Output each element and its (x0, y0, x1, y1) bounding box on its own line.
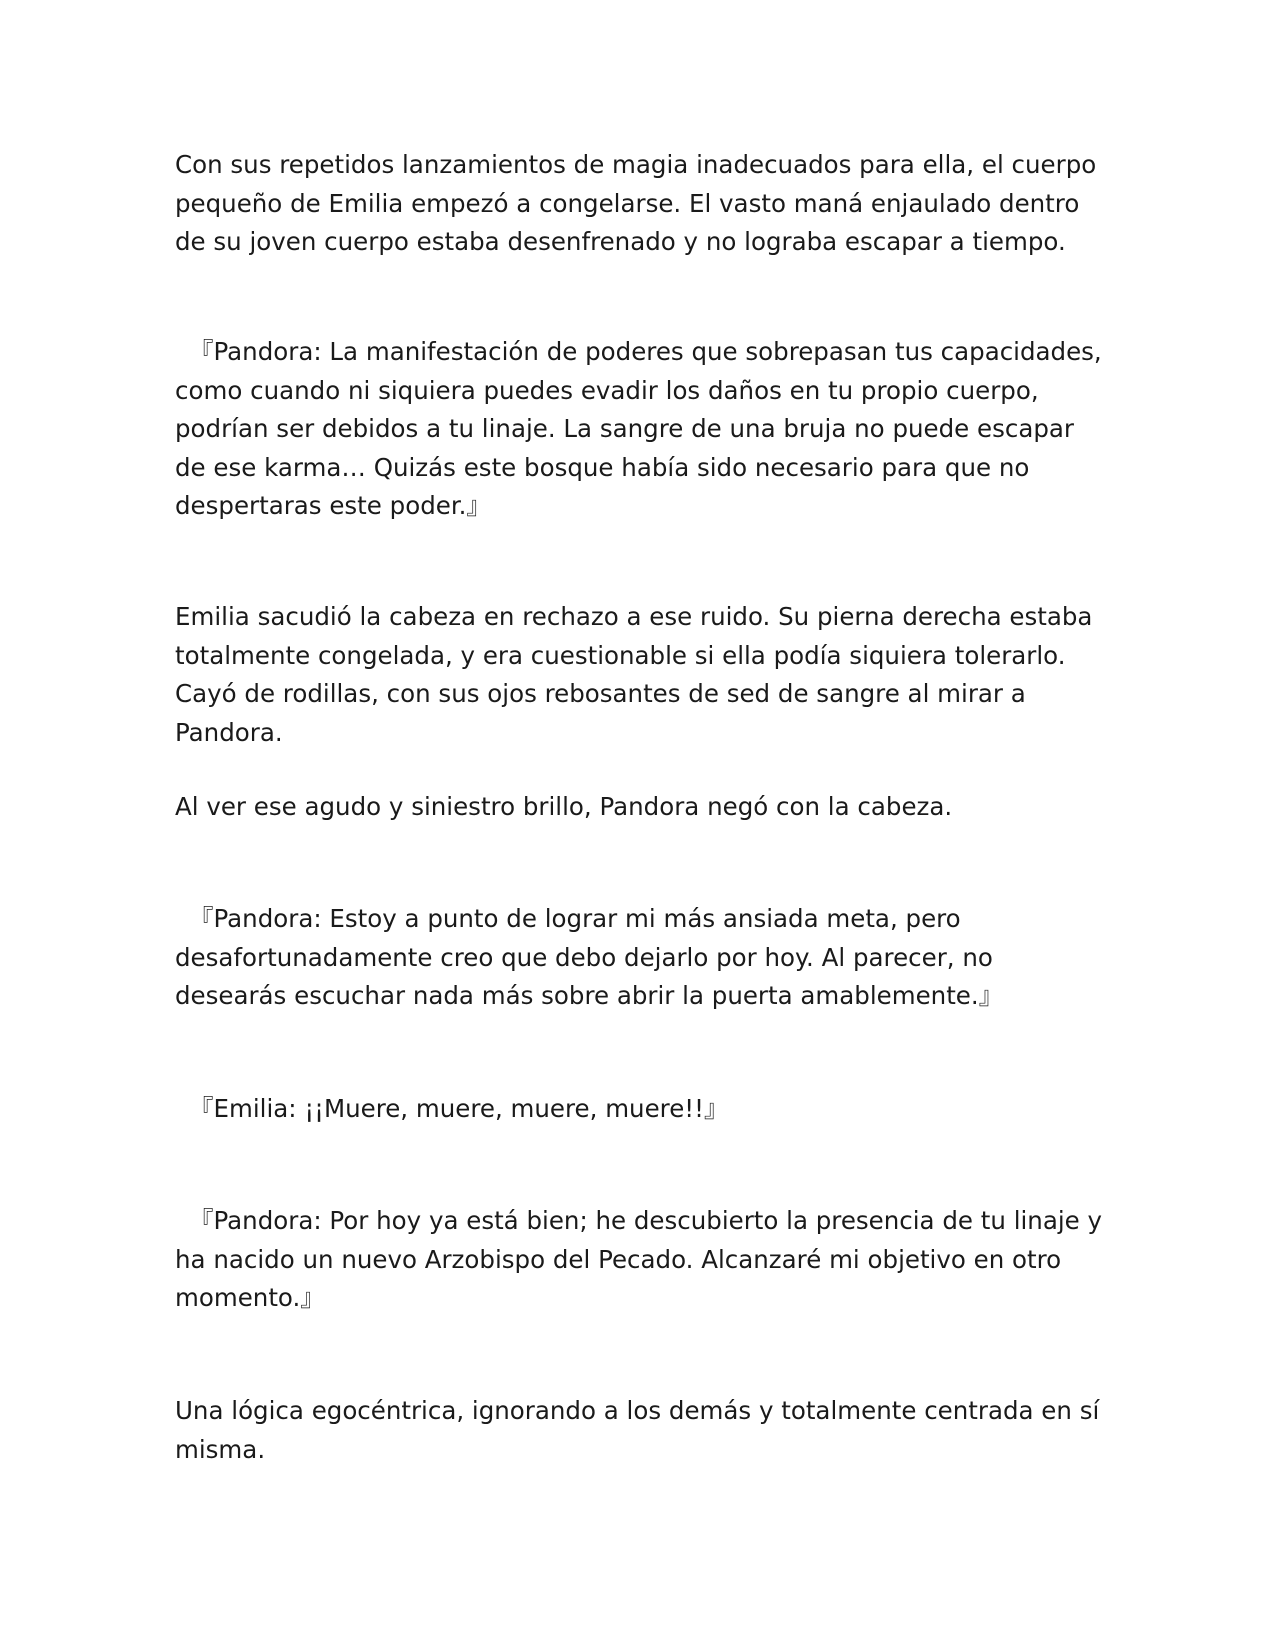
dialogue-paragraph: 『Pandora: La manifestación de poderes que sobrepasan tus capacidades, como cuando ni siquiera puedes evadir los daños en tu propio cuerpo, podrían ser debidos a tu linaje. La sangre de una bruja no puede escapar de ese karma… Quizás este bosque había sido necesario para que no despertaras este poder.』 (175, 337, 1102, 520)
narration-paragraph: Emilia sacudió la cabeza en rechazo a ese ruido. Su pierna derecha estaba totalmente congelada, y era cuestionable si ella podía siquiera tolerarlo. Cayó de rodillas, con sus ojos rebosantes de sed de sangre al mirar a Pandora. (175, 602, 1093, 747)
narration-paragraph: Al ver ese agudo y siniestro brillo, Pandora negó con la cabeza. (175, 792, 953, 821)
dialogue-paragraph: 『Pandora: Estoy a punto de lograr mi más ansiada meta, pero desafortunadamente creo que debo dejarlo por hoy. Al parecer, no desearás escuchar nada más sobre abrir la puerta amablemente.』 (175, 904, 1004, 1010)
dialogue-paragraph: 『Pandora: Por hoy ya está bien; he descubierto la presencia de tu linaje y ha nacido un nuevo Arzobispo del Pecado. Alcanzaré mi objetivo en otro momento.』 (175, 1206, 1103, 1312)
narration-paragraph: Una lógica egocéntrica, ignorando a los demás y totalmente centrada en sí misma. (175, 1396, 1100, 1464)
narration-paragraph: Con sus repetidos lanzamientos de magia inadecuados para ella, el cuerpo pequeño de Emilia empezó a congelarse. El vasto maná enjaulado dentro de su joven cuerpo estaba desenfrenado y no lograba escapar a tiempo. (175, 150, 1097, 256)
dialogue-paragraph: 『Emilia: ¡¡Muere, muere, muere, muere!!』 (189, 1094, 729, 1123)
